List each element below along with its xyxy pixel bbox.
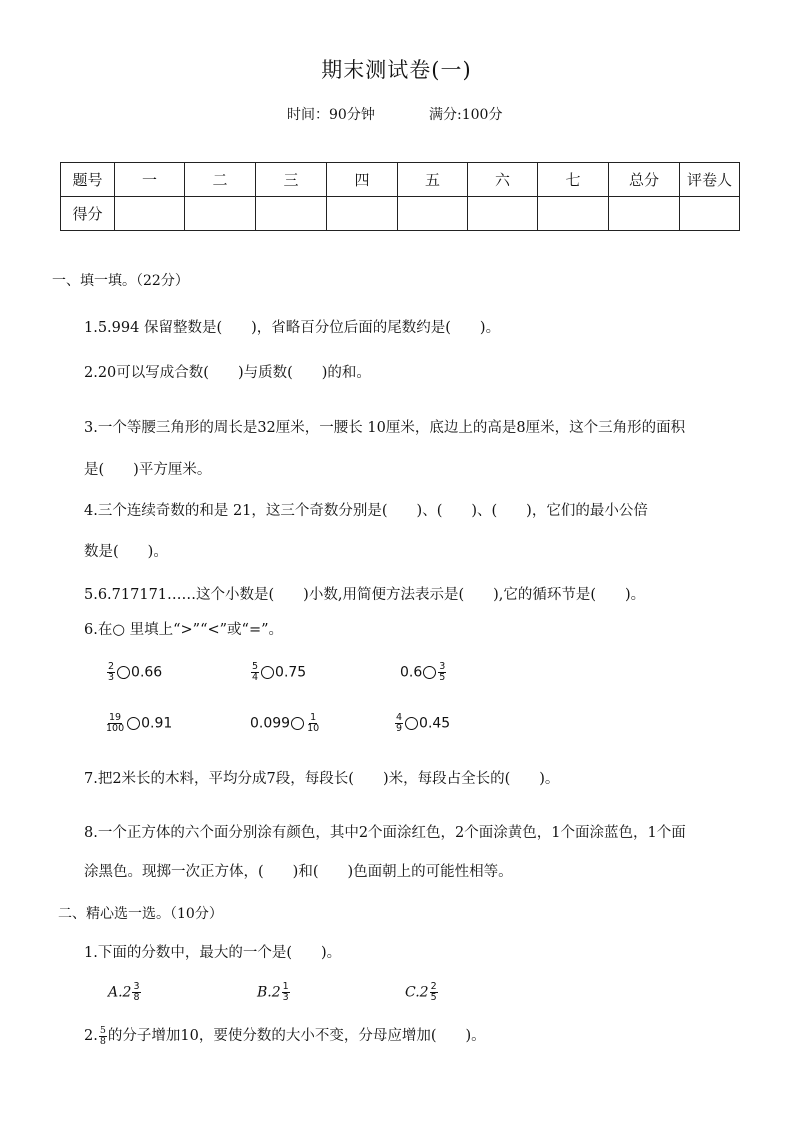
- question-1-4-line1: 4.三个连续奇数的和是 21，这三个奇数分别是( )、( )、( )，它们的最小公倍: [84, 503, 648, 519]
- question-1-5: 5.6.717171……这个小数是( )小数,用简便方法表示是( ),它的循环节是( )。: [84, 587, 646, 603]
- question-1-3-line1: 3.一个等腰三角形的周长是32厘米，一腰长 10厘米，底边上的高是8厘米，这个三角形的面积: [84, 420, 686, 436]
- page-title: 期末测试卷(一): [321, 58, 472, 82]
- header-cell: 二: [185, 163, 256, 197]
- header-cell: 总分: [609, 163, 680, 197]
- header-cell: 一: [115, 163, 185, 197]
- question-1-7: 7.把2米长的木料，平均分成7段，每段长( )米，每段占全长的( )。: [84, 771, 560, 787]
- fraction: $\frac{3}{8}$: [133, 981, 140, 1003]
- header-cell: 五: [398, 163, 468, 197]
- question-2-1: 1.下面的分数中，最大的一个是( )。: [84, 945, 342, 961]
- score-cell[interactable]: [398, 197, 468, 231]
- fraction: $\frac{3}{5}$: [439, 661, 446, 683]
- header-cell: 七: [538, 163, 609, 197]
- score-row-label: 得分: [61, 197, 115, 231]
- score-cell[interactable]: [468, 197, 538, 231]
- question-1-8-line1: 8.一个正方体的六个面分别涂有颜色，其中2个面涂红色，2个面涂黄色，1个面涂蓝色，1个面: [84, 825, 686, 841]
- header-cell: 六: [468, 163, 538, 197]
- option-c[interactable]: C.2 $\frac{2}{5}$: [405, 981, 437, 1003]
- header-cell: 四: [327, 163, 398, 197]
- fraction: $\frac{2}{3}$: [108, 661, 115, 683]
- fraction: $\frac{2}{5}$: [430, 981, 437, 1003]
- compare-circle[interactable]: [423, 666, 436, 679]
- option-a[interactable]: A.2 $\frac{3}{8}$: [108, 981, 140, 1003]
- option-b[interactable]: B.2 $\frac{1}{3}$: [257, 981, 289, 1003]
- score-cell[interactable]: [680, 197, 740, 231]
- header-cell: 题号: [61, 163, 115, 197]
- fraction: $\frac{19}{100}$: [106, 712, 125, 734]
- score-cell[interactable]: [256, 197, 327, 231]
- header-cell: 评卷人: [680, 163, 740, 197]
- score-table-header-row: [61, 163, 740, 197]
- score-table: [60, 162, 740, 231]
- score-table-score-row: [61, 197, 740, 231]
- question-1-8-line2: 涂黑色。现掷一次正方体，( )和( )色面朝上的可能性相等。: [84, 864, 513, 880]
- question-1-3-line2: 是( )平方厘米。: [84, 462, 212, 478]
- exam-time: 时间：90分钟: [287, 107, 375, 123]
- compare-item-b: $\frac{5}{4}$ 0.75: [252, 661, 307, 683]
- score-cell[interactable]: [185, 197, 256, 231]
- section1-header: 一、填一填。（22分）: [52, 273, 189, 289]
- compare-item-d: $\frac{19}{100}$ 0.91: [106, 712, 173, 734]
- fraction: $\frac{5}{8}$: [99, 1024, 106, 1047]
- score-cell[interactable]: [327, 197, 398, 231]
- compare-item-c: 0.6 $\frac{3}{5}$: [400, 661, 446, 683]
- full-score: 满分:100分: [429, 107, 503, 123]
- score-cell[interactable]: [538, 197, 609, 231]
- fraction: $\frac{4}{9}$: [396, 712, 403, 734]
- fraction: $\frac{1}{10}$: [307, 712, 320, 734]
- question-1-2: 2.20可以写成合数( )与质数( )的和。: [84, 365, 371, 381]
- compare-item-a: $\frac{2}{3}$ 0.66: [108, 661, 163, 683]
- compare-circle[interactable]: [117, 666, 130, 679]
- score-cell[interactable]: [609, 197, 680, 231]
- compare-item-e: 0.099 $\frac{1}{10}$: [250, 712, 320, 734]
- header-cell: 三: [256, 163, 327, 197]
- question-2-2: 2. $\frac{5}{8}$ 的分子增加10，要使分数的大小不变，分母应增加( )。: [84, 1024, 486, 1047]
- compare-circle[interactable]: [291, 717, 304, 730]
- question-1-1: 1.5.994 保留整数是( )，省略百分位后面的尾数约是( )。: [84, 320, 501, 336]
- compare-circle[interactable]: [127, 717, 140, 730]
- question-1-6: 6.在○ 里填上“>”“<”或“=”。: [84, 622, 284, 638]
- compare-item-f: $\frac{4}{9}$ 0.45: [396, 712, 451, 734]
- compare-circle[interactable]: [405, 717, 418, 730]
- fraction: $\frac{1}{3}$: [282, 981, 289, 1003]
- fraction: $\frac{5}{4}$: [252, 661, 259, 683]
- score-cell[interactable]: [115, 197, 185, 231]
- compare-circle[interactable]: [261, 666, 274, 679]
- section2-header: 二、精心选一选。（10分）: [58, 906, 223, 922]
- question-1-4-line2: 数是( )。: [84, 544, 168, 560]
